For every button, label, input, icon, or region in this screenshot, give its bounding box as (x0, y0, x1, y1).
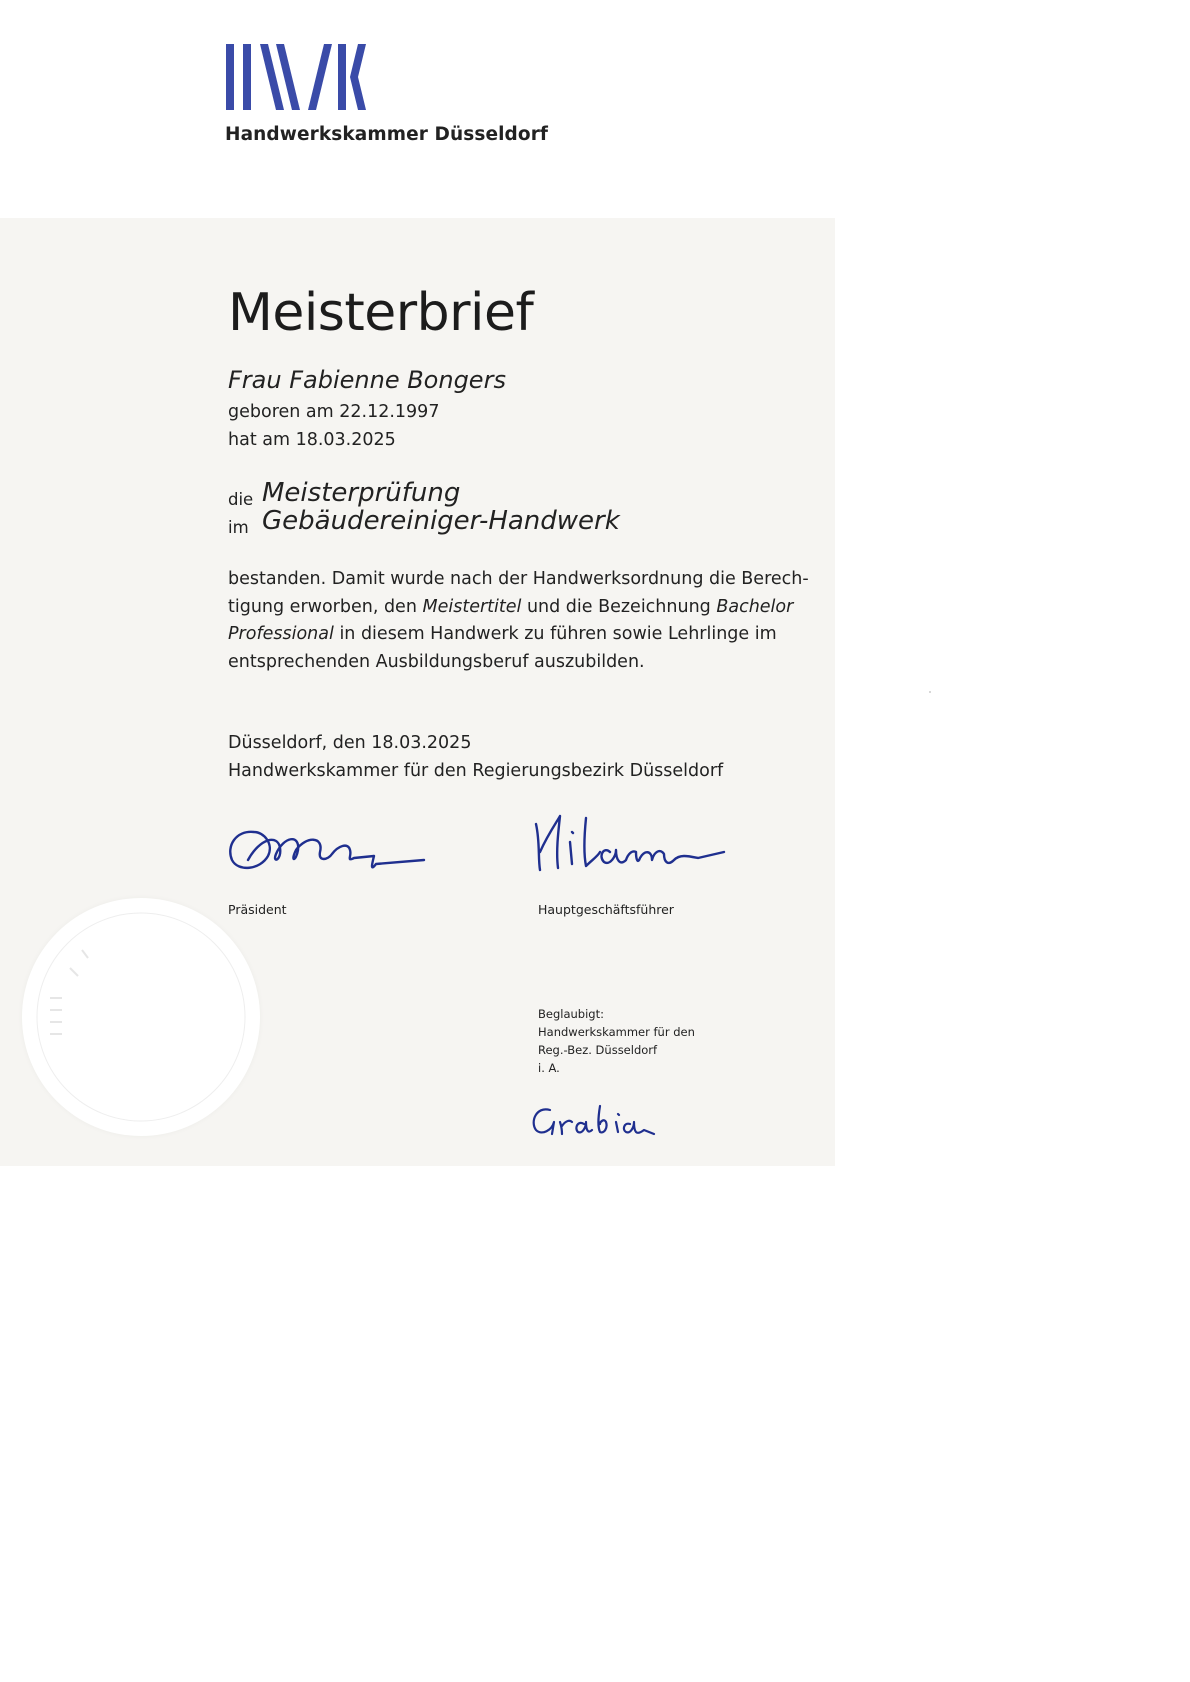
certified-district-line: Reg.-Bez. Düsseldorf (538, 1043, 658, 1057)
exam-name: Meisterprüfung (262, 478, 461, 508)
president-signature (224, 820, 430, 878)
scan-speck (929, 691, 931, 693)
meistertitel-emphasis: Meistertitel (422, 596, 522, 617)
body-line-1: bestanden. Damit wurde nach der Handwerksordnung die Berech- (228, 569, 809, 589)
director-label: Hauptgeschäftsführer (538, 902, 674, 917)
body-line-3 (228, 621, 808, 649)
exam-date-line: hat am 18.03.2025 (228, 430, 396, 450)
place-date: Düsseldorf, den 18.03.2025 (228, 733, 472, 753)
body-line-4: entsprechenden Ausbildungsberuf auszubilden. (228, 651, 645, 672)
recipient-name: Frau Fabienne Bongers (228, 366, 506, 394)
body-line-2-a: tigung erworben, den (228, 596, 423, 617)
body-line-2 (228, 594, 808, 622)
certifier-signature (528, 1100, 658, 1140)
certified-org-line: Handwerkskammer für den (538, 1025, 695, 1039)
on-behalf-label: i. A. (538, 1061, 560, 1075)
hwk-logo-icon (226, 44, 366, 110)
birth-date-line: geboren am 22.12.1997 (228, 402, 440, 422)
body-line-2-b: und die Bezeichnung (521, 596, 717, 617)
president-label: Präsident (228, 902, 287, 917)
certified-label: Beglaubigt: (538, 1007, 604, 1021)
professional-emphasis: Professional (228, 624, 334, 644)
body-line-3-b: in diesem Handwerk zu führen sowie Lehrlinge im (333, 624, 777, 644)
organization-name: Handwerkskammer Düsseldorf (225, 124, 549, 145)
director-signature (528, 812, 728, 878)
issuer-line: Handwerkskammer für den Regierungsbezirk Düsseldorf (228, 761, 724, 781)
die-label: die (228, 490, 254, 509)
certificate-body (228, 566, 808, 676)
bachelor-emphasis: Bachelor (716, 596, 794, 617)
certificate-title: Meisterbrief (228, 283, 534, 343)
im-label: im (228, 518, 249, 537)
trade-name: Gebäudereiniger-Handwerk (262, 506, 620, 536)
embossed-seal-icon (22, 898, 260, 1136)
